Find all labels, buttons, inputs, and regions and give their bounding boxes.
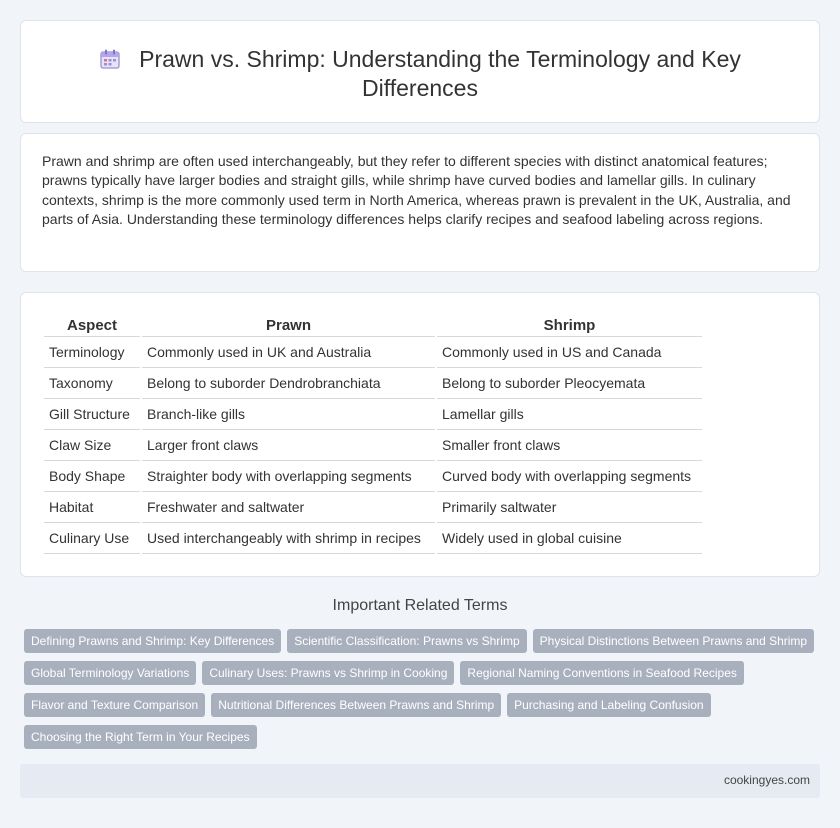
cell-prawn: Commonly used in UK and Australia — [142, 337, 435, 368]
page-title — [70, 45, 770, 103]
footer-site-link[interactable]: cookingyes.com — [723, 773, 810, 787]
related-tags — [24, 629, 824, 757]
related-tag[interactable]: Global Terminology Variations — [24, 661, 196, 685]
cell-prawn: Straighter body with overlapping segments — [142, 461, 435, 492]
intro-card — [20, 133, 820, 272]
table-row — [44, 399, 702, 430]
related-terms-title: Important Related Terms — [332, 597, 508, 614]
cell-shrimp: Belong to suborder Pleocyemata — [437, 368, 702, 399]
table-row — [44, 461, 702, 492]
cell-aspect: Habitat — [44, 492, 140, 523]
header-prawn: Prawn — [142, 314, 435, 337]
cell-aspect: Terminology — [44, 337, 140, 368]
cell-shrimp: Lamellar gills — [437, 399, 702, 430]
title-card — [20, 20, 820, 123]
cell-aspect: Gill Structure — [44, 399, 140, 430]
related-tag[interactable]: Scientific Classification: Prawns vs Shrimp — [287, 629, 526, 653]
footer — [20, 764, 820, 798]
cell-prawn: Used interchangeably with shrimp in recipes — [142, 523, 435, 554]
related-tag[interactable]: Purchasing and Labeling Confusion — [507, 693, 710, 717]
cell-aspect: Body Shape — [44, 461, 140, 492]
table-row — [44, 492, 702, 523]
related-tag[interactable]: Choosing the Right Term in Your Recipes — [24, 725, 257, 749]
intro-paragraph: Prawn and shrimp are often used interchangeably, but they refer to different species with distinct anatomical features; prawns typically have larger bodies and straight gills, while shrimp have curved bodies and lamellar gills. In culinary contexts, shrimp is the more commonly used term in North America, whereas prawn is prevalent in the UK, Australia, and parts of Asia. Understanding these terminology differences helps clarify recipes and seafood labeling across regions. — [42, 153, 791, 228]
table-row — [44, 523, 702, 554]
table-header-row — [44, 314, 702, 337]
cell-aspect: Taxonomy — [44, 368, 140, 399]
cell-aspect: Claw Size — [44, 430, 140, 461]
title-wrap — [21, 45, 819, 103]
cell-shrimp: Commonly used in US and Canada — [437, 337, 702, 368]
table-row — [44, 337, 702, 368]
cell-shrimp: Smaller front claws — [437, 430, 702, 461]
cell-prawn: Belong to suborder Dendrobranchiata — [142, 368, 435, 399]
cell-prawn: Branch-like gills — [142, 399, 435, 430]
comparison-card — [20, 292, 820, 577]
related-tag[interactable]: Defining Prawns and Shrimp: Key Differences — [24, 629, 281, 653]
table-row — [44, 368, 702, 399]
table-row — [44, 430, 702, 461]
related-tag[interactable]: Culinary Uses: Prawns vs Shrimp in Cooking — [202, 661, 454, 685]
cell-shrimp: Primarily saltwater — [437, 492, 702, 523]
related-tag[interactable]: Regional Naming Conventions in Seafood Recipes — [460, 661, 744, 685]
related-tag[interactable]: Physical Distinctions Between Prawns and Shrimp — [533, 629, 814, 653]
header-aspect: Aspect — [44, 314, 140, 337]
page-title-text: Prawn vs. Shrimp: Understanding the Terminology and Key Differences — [139, 46, 741, 101]
cell-aspect: Culinary Use — [44, 523, 140, 554]
related-tag[interactable]: Nutritional Differences Between Prawns and Shrimp — [211, 693, 501, 717]
related-tag[interactable]: Flavor and Texture Comparison — [24, 693, 205, 717]
calendar-icon — [99, 48, 121, 70]
header-shrimp: Shrimp — [437, 314, 702, 337]
cell-prawn: Freshwater and saltwater — [142, 492, 435, 523]
comparison-table — [42, 314, 704, 554]
cell-prawn: Larger front claws — [142, 430, 435, 461]
cell-shrimp: Curved body with overlapping segments — [437, 461, 702, 492]
cell-shrimp: Widely used in global cuisine — [437, 523, 702, 554]
